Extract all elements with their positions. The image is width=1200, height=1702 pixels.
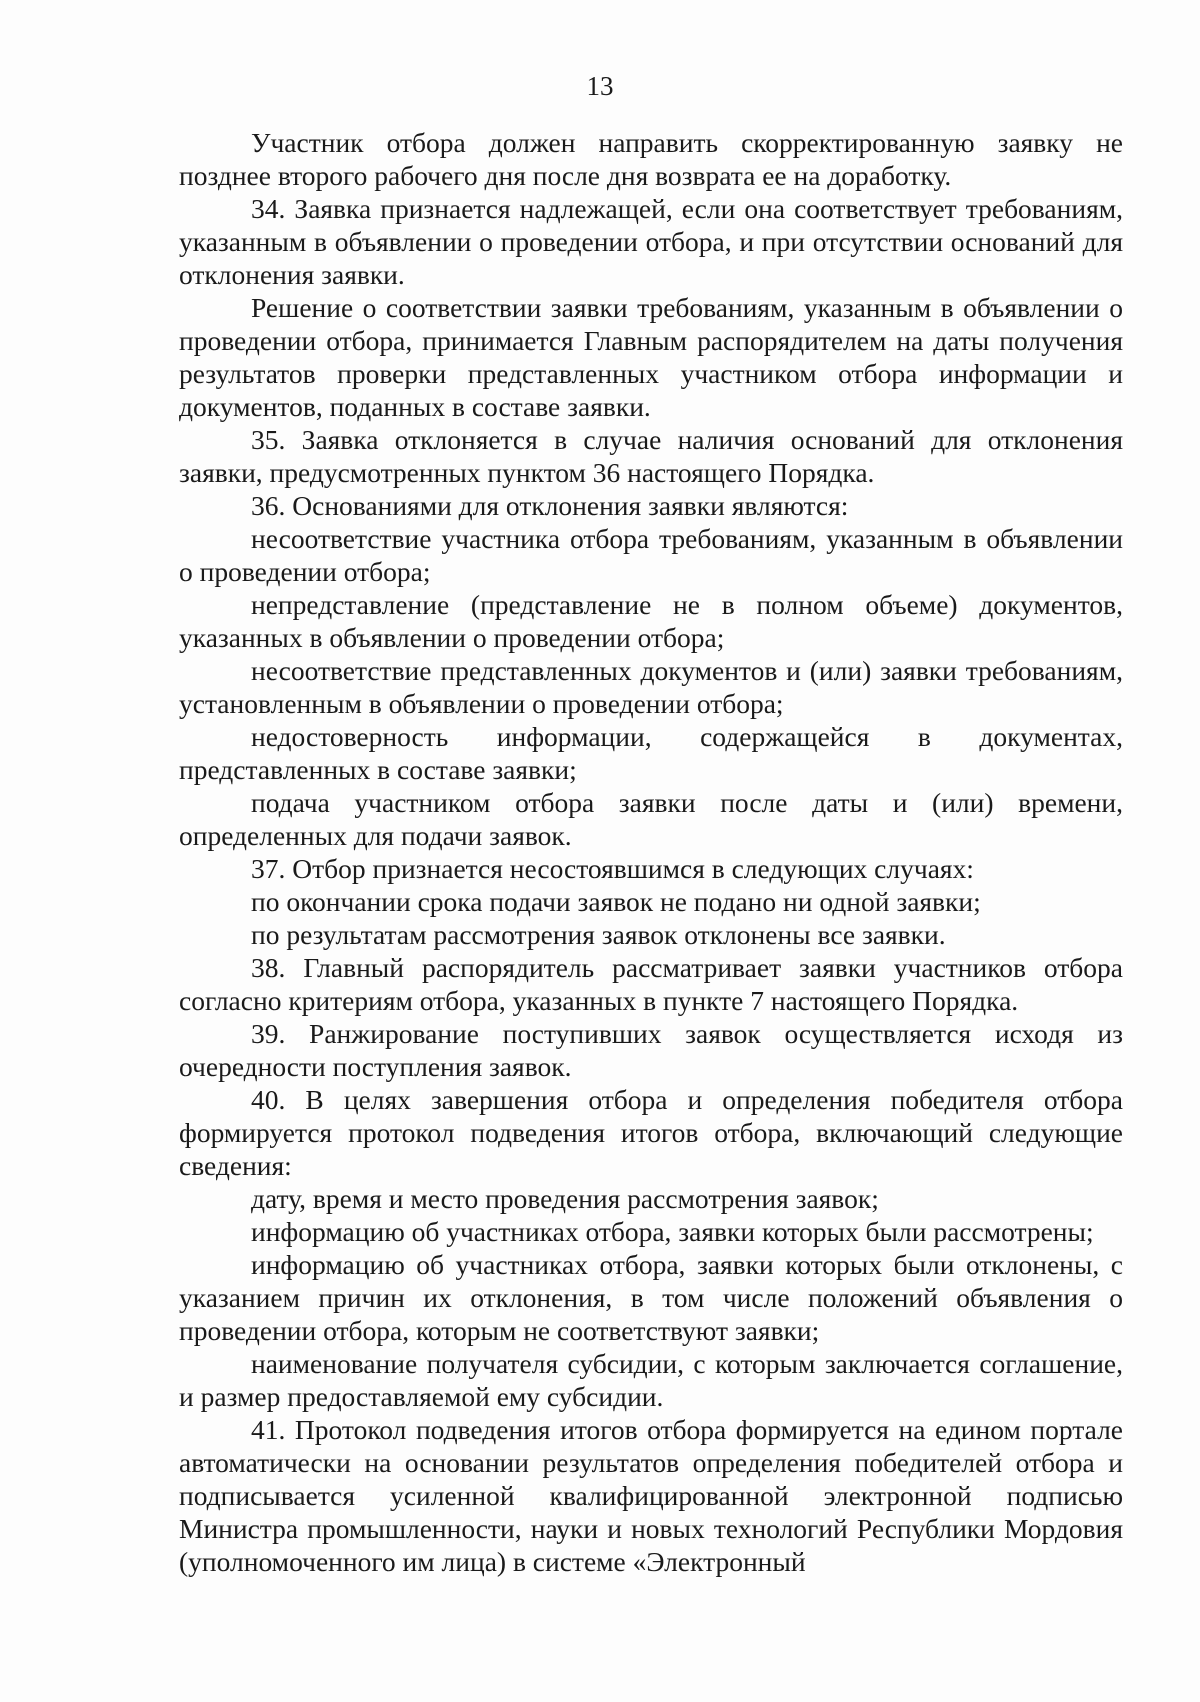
list-item-40-2: информацию об участниках отбора, заявки которых были рассмотрены; [251,1216,1094,1247]
list-item-36-5: подача участником отбора заявки после даты и (или) времени, определенных для подачи заявок. [179,787,1123,851]
list-item-36-1: несоответствие участника отбора требованиям, указанным в объявлении о проведении отбора; [179,523,1123,587]
paragraph-39: 39. Ранжирование поступивших заявок осуществляется исходя из очередности поступления заявок. [179,1018,1123,1082]
paragraph-41: 41. Протокол подведения итогов отбора формируется на едином портале автоматически на основании результатов определения победителей отбора и подписывается усиленной квалифицированной электронной подписью Министра промышленности, науки и новых технологий Республики Мордовия (уполномоченного им лица) в системе «Электронный [179,1414,1123,1577]
list-item-40-3: информацию об участниках отбора, заявки которых были отклонены, с указанием причин их отклонения, в том числе положений объявления о проведении отбора, которым не соответствуют заявки; [179,1249,1123,1346]
list-item-40-4: наименование получателя субсидии, с которым заключается соглашение, и размер предоставляемой ему субсидии. [179,1348,1123,1412]
paragraph-37: 37. Отбор признается несостоявшимся в следующих случаях: [251,853,974,884]
list-item-36-3: несоответствие представленных документов и (или) заявки требованиям, установленным в объявлении о проведении отбора; [179,655,1123,719]
paragraph-36: 36. Основаниями для отклонения заявки являются: [251,490,849,521]
list-item-37-1: по окончании срока подачи заявок не подано ни одной заявки; [251,886,981,917]
list-item-37-2: по результатам рассмотрения заявок отклонены все заявки. [251,919,946,950]
paragraph-34: 34. Заявка признается надлежащей, если она соответствует требованиям, указанным в объявлении о проведении отбора, и при отсутствии оснований для отклонения заявки. [179,193,1123,290]
paragraph-34-decision: Решение о соответствии заявки требованиям, указанным в объявлении о проведении отбора, принимается Главным распорядителем на даты получения результатов проверки представленных участником отбора информации и документов, поданных в составе заявки. [179,292,1123,422]
list-item-36-4: недостоверность информации, содержащейся в документах, представленных в составе заявки; [179,721,1123,785]
paragraph-40: 40. В целях завершения отбора и определения победителя отбора формируется протокол подведения итогов отбора, включающий следующие сведения: [179,1084,1123,1181]
list-item-40-1: дату, время и место проведения рассмотрения заявок; [251,1183,879,1214]
paragraph-35: 35. Заявка отклоняется в случае наличия оснований для отклонения заявки, предусмотренных пунктом 36 настоящего Порядка. [179,424,1123,488]
page-number: 13 [586,71,614,101]
list-item-36-2: непредставление (представление не в полном объеме) документов, указанных в объявлении о проведении отбора; [179,589,1123,653]
document-body [179,126,1123,1578]
paragraph-resubmission: Участник отбора должен направить скорректированную заявку не позднее второго рабочего дня после дня возврата ее на доработку. [179,127,1123,191]
paragraph-38: 38. Главный распорядитель рассматривает заявки участников отбора согласно критериям отбора, указанных в пункте 7 настоящего Порядка. [179,952,1123,1016]
